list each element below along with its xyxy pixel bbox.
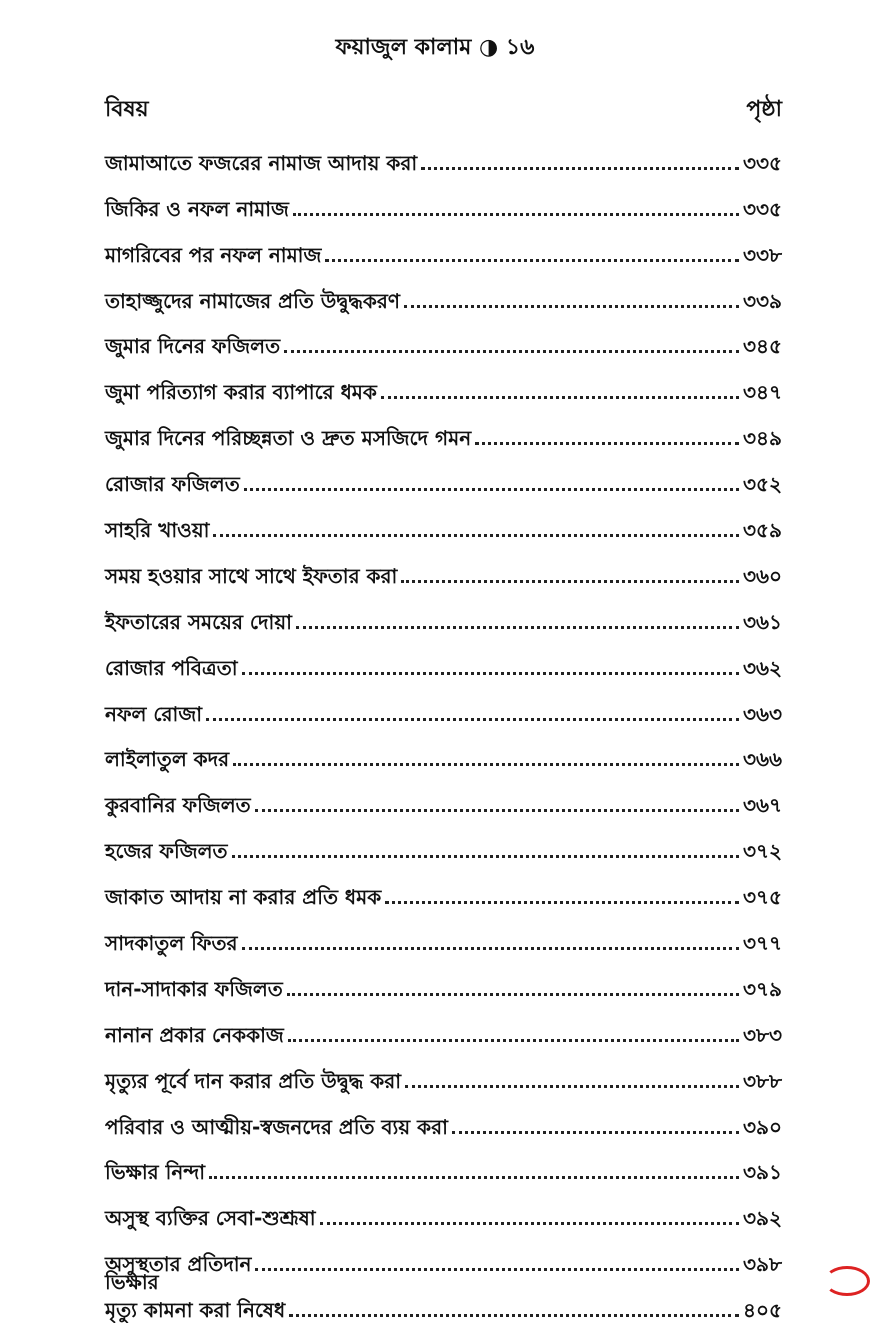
dot-leader bbox=[475, 442, 739, 445]
toc-entry bbox=[105, 543, 782, 589]
dot-leader bbox=[209, 1176, 739, 1179]
dot-leader bbox=[421, 167, 739, 170]
toc-entry-title: জামাআতে ফজরের নামাজ আদায় করা bbox=[105, 150, 418, 175]
toc-entry-title: সাহরি খাওয়া bbox=[105, 518, 210, 543]
dot-leader bbox=[255, 809, 739, 812]
toc-entry-title: সাদকাতুল ফিতর bbox=[105, 931, 238, 956]
toc-entry-page: ৩৯০ bbox=[743, 1114, 782, 1139]
toc-entry-title: জুমা পরিত্যাগ করার ব্যাপারে ধমক bbox=[105, 380, 377, 405]
toc-entry bbox=[105, 818, 782, 864]
cut-off-entry: ভিক্ষার bbox=[105, 1270, 159, 1294]
dot-leader bbox=[452, 1131, 739, 1134]
dot-leader bbox=[385, 901, 739, 904]
toc-entry-page: ৩৬০ bbox=[742, 563, 782, 588]
toc-entry-page: ৩৫২ bbox=[743, 472, 782, 497]
dot-leader bbox=[325, 259, 739, 262]
toc-entry-page: ৩৪৯ bbox=[743, 426, 782, 451]
toc-entry-title: ভিক্ষার নিন্দা bbox=[105, 1160, 206, 1185]
toc-entry bbox=[105, 405, 782, 451]
toc-entry-page: ৩৬৬ bbox=[742, 747, 782, 772]
toc-entry-page: ৩৩৫ bbox=[743, 150, 782, 175]
toc-entry-page: ৩৭৯ bbox=[743, 976, 782, 1001]
dot-leader bbox=[244, 488, 739, 491]
toc-entry bbox=[105, 910, 782, 956]
toc-entry-page: ৩৩৯ bbox=[743, 288, 782, 313]
dot-leader bbox=[405, 1085, 739, 1088]
toc-entry-page: ৩৮৮ bbox=[743, 1068, 782, 1093]
toc-entry-title: জুমার দিনের ফজিলত bbox=[105, 334, 281, 359]
toc-entry bbox=[105, 772, 782, 818]
toc-entry-page: ৩৭২ bbox=[742, 839, 782, 864]
toc-entry bbox=[105, 359, 782, 405]
toc-entry-page: ৩৪৫ bbox=[743, 334, 782, 359]
toc-entry-page: ৩৭৫ bbox=[743, 885, 782, 910]
toc-entry-title: পরিবার ও আত্মীয়-স্বজনদের প্রতি ব্যয় করা bbox=[105, 1114, 448, 1139]
toc-entry-title: অসুস্থতার প্রতিদান bbox=[105, 1252, 252, 1277]
toc-entry-title: জুমার দিনের পরিচ্ছন্নতা ও দ্রুত মসজিদে গমন bbox=[105, 426, 472, 451]
toc-entry bbox=[105, 268, 782, 314]
toc-entry bbox=[105, 956, 782, 1002]
toc-entry bbox=[105, 1048, 782, 1094]
toc-entry bbox=[105, 1277, 782, 1323]
toc-entry bbox=[105, 635, 782, 681]
page-column-heading: পৃষ্ঠা bbox=[746, 97, 782, 122]
topic-column-heading: বিষয় bbox=[105, 97, 149, 122]
toc-entry bbox=[105, 130, 782, 176]
toc-entry-title: জাকাত আদায় না করার প্রতি ধমক bbox=[105, 885, 382, 910]
toc-entry-title: কুরবানির ফজিলত bbox=[105, 793, 251, 818]
dot-leader bbox=[296, 626, 739, 629]
red-mark-decoration bbox=[824, 1266, 870, 1296]
toc-entry-title: রোজার ফজিলত bbox=[105, 472, 240, 497]
dot-leader bbox=[381, 396, 739, 399]
toc-entry-page: ৩৬১ bbox=[743, 609, 782, 634]
dot-leader bbox=[401, 580, 739, 583]
dot-leader bbox=[293, 213, 739, 216]
dot-leader bbox=[320, 1222, 739, 1225]
dot-leader bbox=[242, 672, 739, 675]
toc-entry-page: ৩৬৭ bbox=[742, 793, 782, 818]
dot-leader bbox=[232, 855, 739, 858]
dot-leader bbox=[213, 534, 739, 537]
toc-entry-title: অসুস্থ ব্যক্তির সেবা-শুশ্রূষা bbox=[105, 1206, 316, 1231]
toc-entry-title: হজের ফজিলত bbox=[105, 839, 228, 864]
toc-entry-title: জিকির ও নফল নামাজ bbox=[105, 196, 289, 221]
toc-entry-page: ৩৮৩ bbox=[743, 1022, 782, 1047]
toc-entry-page: ৪০৫ bbox=[743, 1298, 782, 1323]
toc-entry-title: দান-সাদাকার ফজিলত bbox=[105, 976, 283, 1001]
toc-entry-page: ৩৩৮ bbox=[743, 242, 782, 267]
toc-entry-page: ৩৯৮ bbox=[743, 1252, 782, 1277]
toc-entry-title: তাহাজ্জুদের নামাজের প্রতি উদ্বুদ্ধকরণ bbox=[105, 288, 400, 313]
dot-leader bbox=[289, 1314, 739, 1317]
toc-entry-title: নফল রোজা bbox=[105, 701, 203, 726]
dot-leader bbox=[284, 350, 739, 353]
dot-leader bbox=[288, 1039, 739, 1042]
toc-entry bbox=[105, 727, 782, 773]
toc-entry bbox=[105, 681, 782, 727]
toc-entry bbox=[105, 1094, 782, 1140]
toc-entry-title: লাইলাতুল কদর bbox=[105, 747, 230, 772]
toc-entry-page: ৩৯১ bbox=[743, 1160, 782, 1185]
toc-entry-page: ৩৯২ bbox=[743, 1206, 782, 1231]
toc-entry bbox=[105, 1185, 782, 1231]
toc-entry-page: ৩৪৭ bbox=[743, 380, 782, 405]
running-head: ফয়াজুল কালাম ◑ ১৬ bbox=[335, 35, 535, 60]
toc-entry-title: ইফতারের সময়ের দোয়া bbox=[105, 609, 292, 634]
toc-entry-title: নানান প্রকার নেককাজ bbox=[105, 1022, 284, 1047]
toc-entry bbox=[105, 1140, 782, 1186]
toc-entry-page: ৩৬৩ bbox=[742, 701, 782, 726]
toc-entry bbox=[105, 314, 782, 360]
dot-leader bbox=[287, 993, 739, 996]
dot-leader bbox=[233, 763, 739, 766]
toc-entry-title: সময় হওয়ার সাথে সাথে ইফতার করা bbox=[105, 563, 398, 588]
toc-entry bbox=[105, 176, 782, 222]
toc-entry-title: মৃত্যু কামনা করা নিষেধ bbox=[105, 1298, 286, 1323]
toc-entry bbox=[105, 222, 782, 268]
toc-entry-title: রোজার পবিত্রতা bbox=[105, 655, 238, 680]
dot-leader bbox=[242, 947, 739, 950]
toc-entry-title: মৃত্যুর পূর্বে দান করার প্রতি উদ্বুদ্ধ করা bbox=[105, 1068, 402, 1093]
toc-entry-page: ৩৩৫ bbox=[743, 196, 782, 221]
toc-entry bbox=[105, 1002, 782, 1048]
dot-leader bbox=[206, 718, 739, 721]
toc-entry bbox=[105, 451, 782, 497]
dot-leader bbox=[404, 305, 739, 308]
table-of-contents bbox=[105, 130, 782, 1323]
toc-entry-page: ৩৭৭ bbox=[742, 931, 782, 956]
toc-entry bbox=[105, 589, 782, 635]
toc-entry bbox=[105, 864, 782, 910]
toc-entry-title: মাগরিবের পর নফল নামাজ bbox=[105, 242, 322, 267]
toc-entry-page: ৩৫৯ bbox=[743, 518, 782, 543]
toc-entry-page: ৩৬২ bbox=[742, 655, 782, 680]
toc-entry bbox=[105, 497, 782, 543]
